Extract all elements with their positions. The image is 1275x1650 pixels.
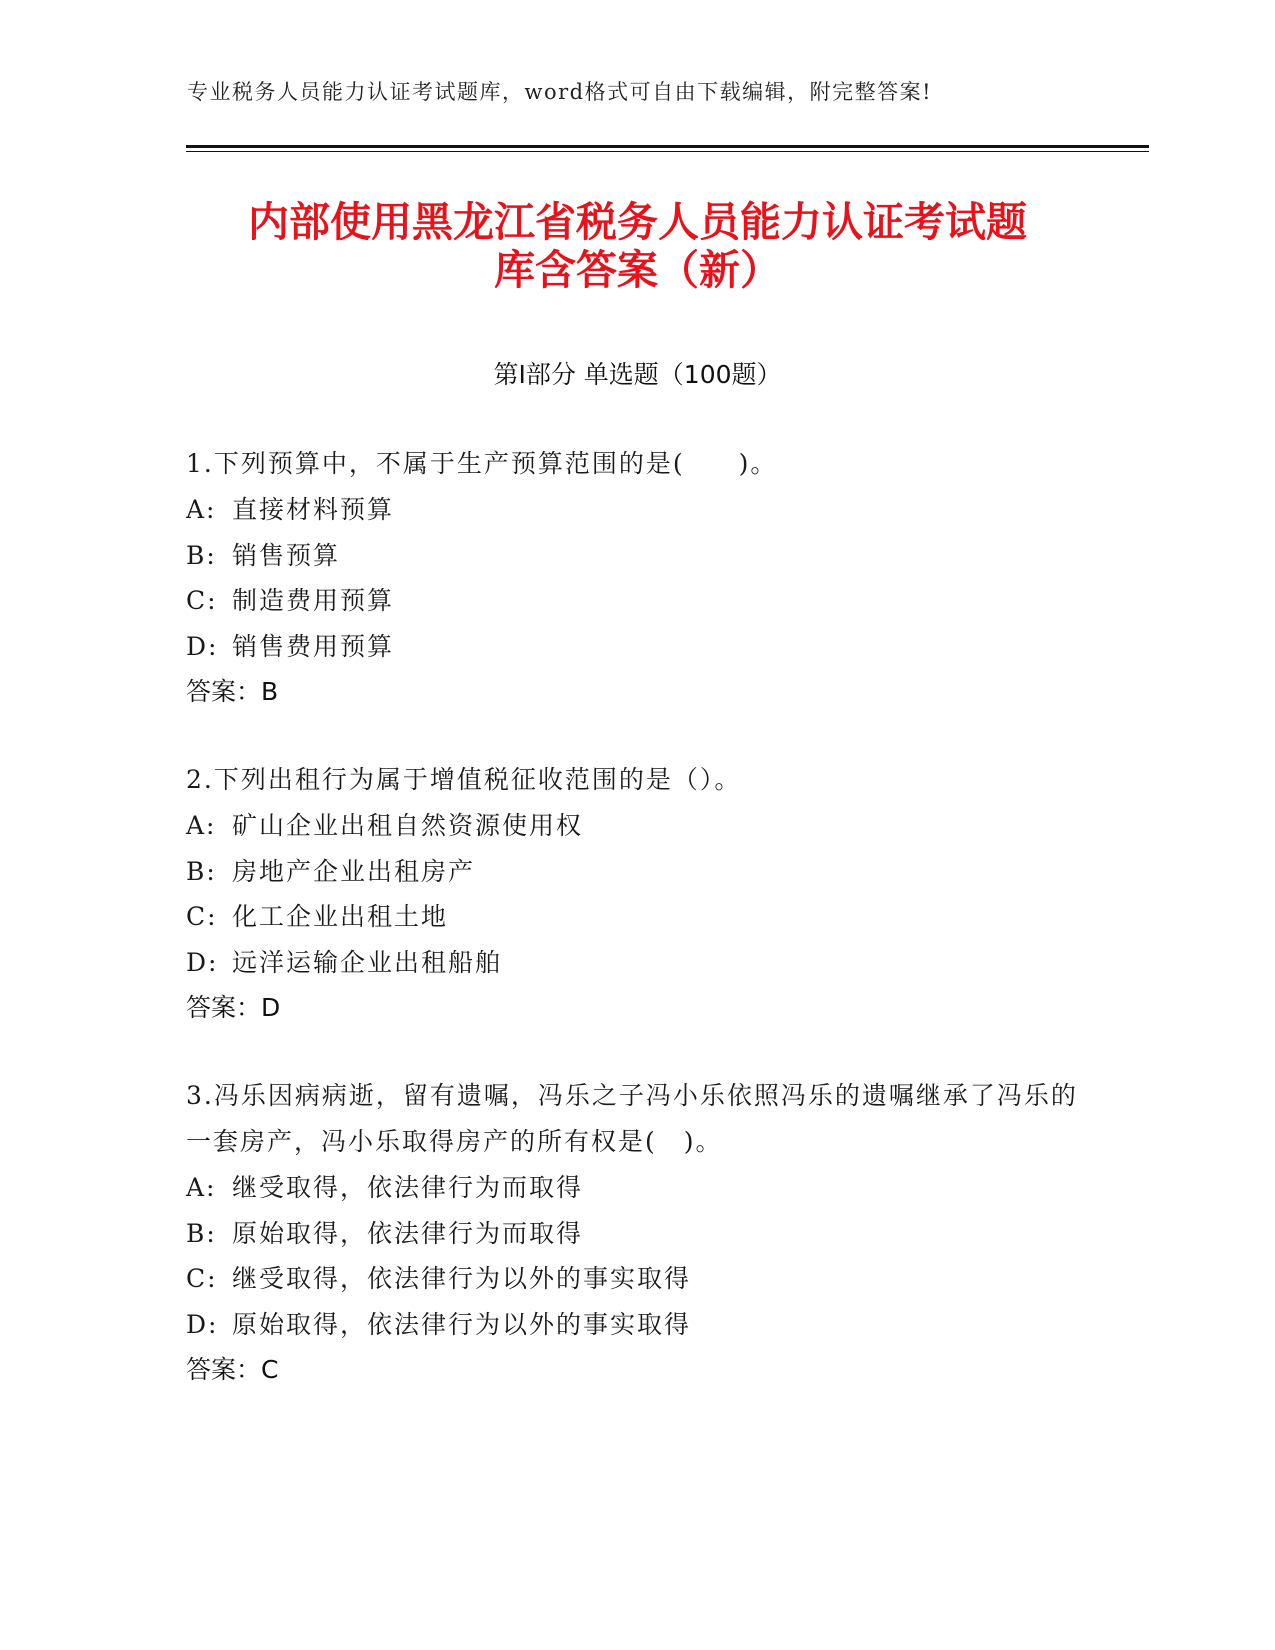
document-title <box>150 198 1125 294</box>
option-b <box>186 533 1086 579</box>
option-text: 原始取得，依法律行为以外的事实取得 <box>232 1309 692 1339</box>
option-a <box>186 803 1086 849</box>
question-2 <box>186 757 1086 1031</box>
answer-line: 答案：C <box>186 1355 279 1384</box>
option-key: B: <box>186 540 217 570</box>
option-c <box>186 1256 1086 1302</box>
option-key: B: <box>186 856 217 886</box>
option-d <box>186 624 1086 670</box>
option-text: 远洋运输企业出租船舶 <box>232 947 503 977</box>
option-key: A: <box>186 811 217 840</box>
question-stem: 3.冯乐因病病逝，留有遗嘱，冯乐之子冯小乐依照冯乐的遗嘱继承了冯乐的一套房产，冯小乐取得房产的所有权是( )。 <box>186 1081 1078 1156</box>
option-a <box>186 1165 1086 1211</box>
option-key: D: <box>186 947 219 977</box>
option-text: 房地产企业出租房产 <box>232 856 476 886</box>
option-key: A: <box>186 495 217 524</box>
option-b <box>186 849 1086 895</box>
option-b <box>186 1211 1086 1257</box>
option-d <box>186 940 1086 986</box>
option-d <box>186 1302 1086 1348</box>
option-a <box>186 487 1086 533</box>
question-stem: 1.下列预算中，不属于生产预算范围的是( )。 <box>186 449 778 478</box>
option-text: 直接材料预算 <box>232 495 395 524</box>
option-c <box>186 894 1086 940</box>
option-text: 原始取得，依法律行为而取得 <box>232 1218 584 1248</box>
option-c <box>186 578 1086 624</box>
option-key: C: <box>186 902 218 931</box>
option-key: D: <box>186 631 219 661</box>
header-note: 专业税务人员能力认证考试题库，word格式可自由下载编辑，附完整答案! <box>187 80 933 104</box>
option-text: 继受取得，依法律行为而取得 <box>232 1173 584 1202</box>
section-title: 第Ⅰ部分 单选题（100题） <box>493 360 782 389</box>
answer-line: 答案：D <box>186 993 281 1022</box>
document-title-line-2: 库含答案（新） <box>494 246 781 294</box>
option-key: C: <box>186 586 218 615</box>
header-rule-thick <box>186 145 1149 148</box>
question-stem: 2.下列出租行为属于增值税征收范围的是（）。 <box>186 765 742 794</box>
question-1 <box>186 441 1086 715</box>
option-text: 销售费用预算 <box>232 631 395 661</box>
option-key: A: <box>186 1173 217 1202</box>
option-key: C: <box>186 1264 218 1293</box>
option-key: D: <box>186 1309 219 1339</box>
option-key: B: <box>186 1218 217 1248</box>
option-text: 化工企业出租土地 <box>232 902 449 931</box>
question-3 <box>186 1073 1086 1393</box>
option-text: 制造费用预算 <box>232 586 395 615</box>
answer-line: 答案：B <box>186 677 279 706</box>
option-text: 矿山企业出租自然资源使用权 <box>232 811 584 840</box>
option-text: 继受取得，依法律行为以外的事实取得 <box>232 1264 692 1293</box>
header-rule-thin <box>186 151 1149 152</box>
option-text: 销售预算 <box>232 540 341 570</box>
document-title-line-1: 内部使用黑龙江省税务人员能力认证考试题 <box>248 198 1027 246</box>
